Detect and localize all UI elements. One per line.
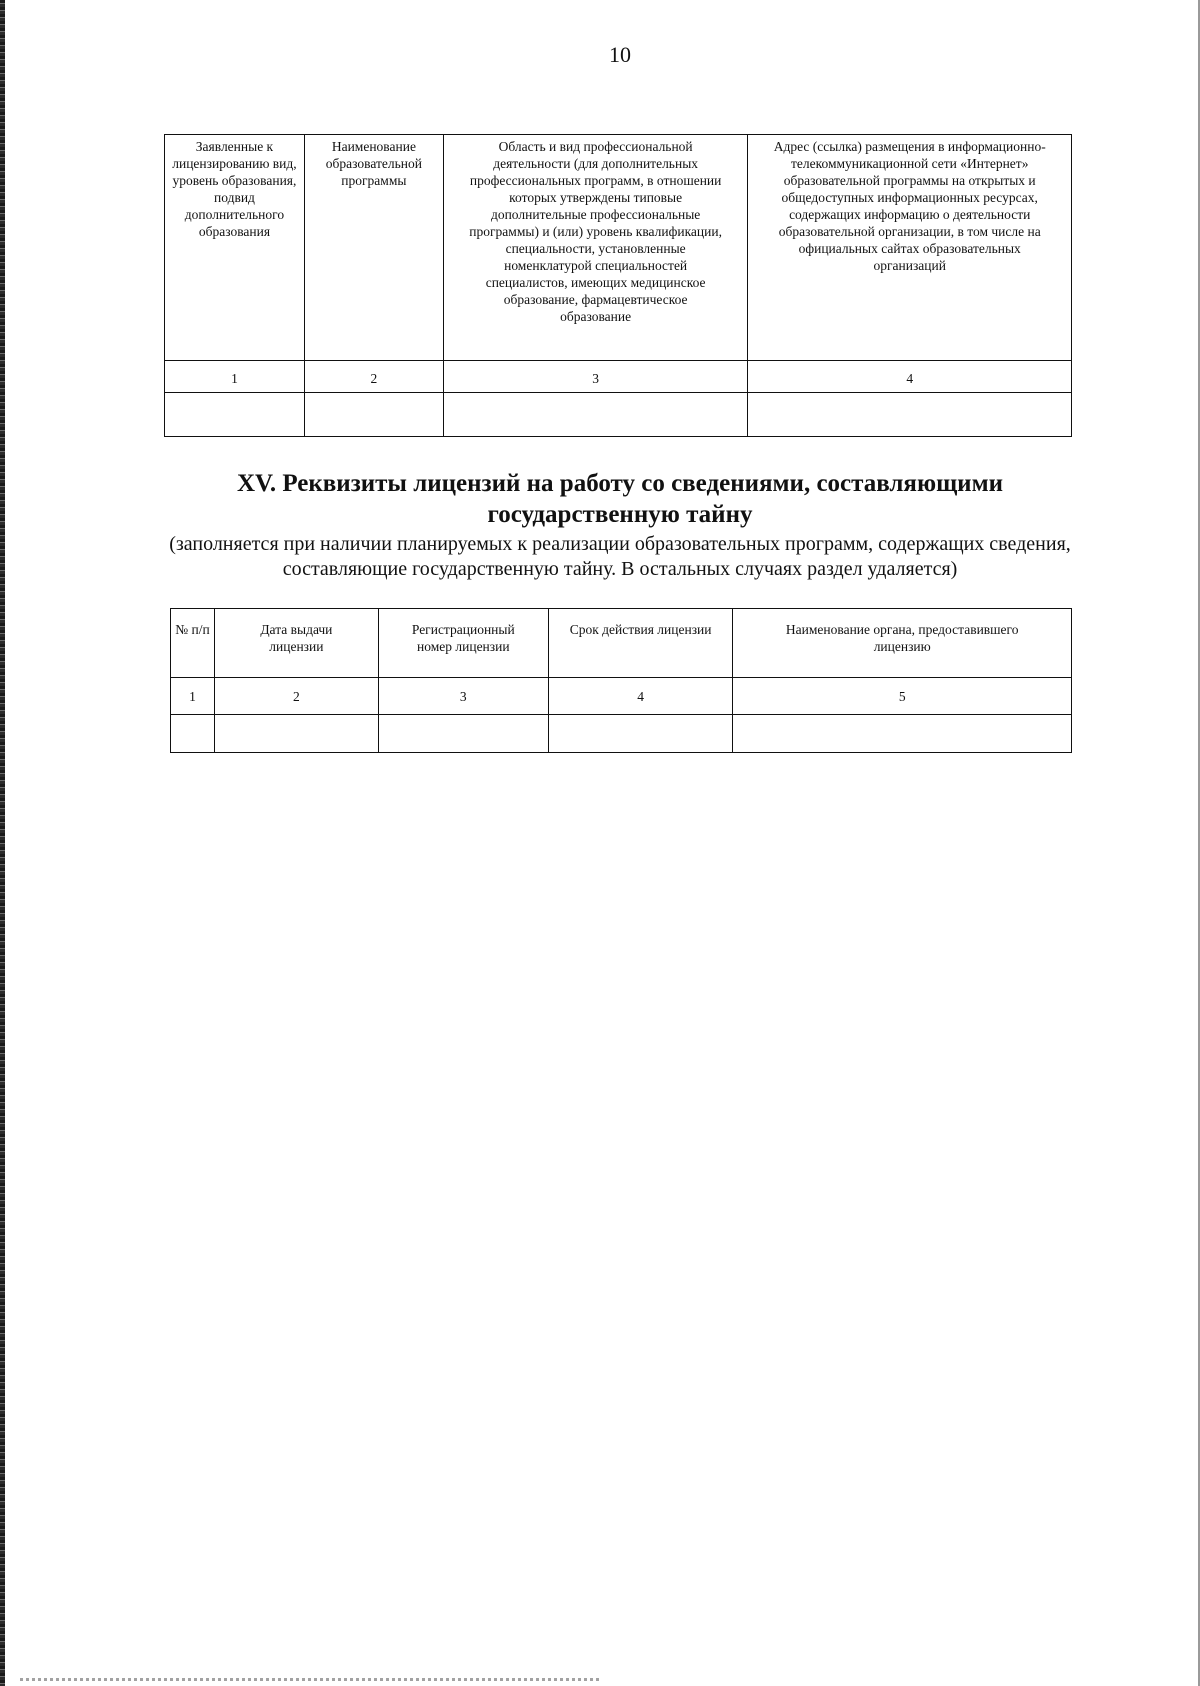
table-empty-row xyxy=(165,393,1072,437)
header-cell xyxy=(733,609,1072,678)
header-cell-text: Дата выдачи лицензии xyxy=(260,622,333,654)
scan-left-edge xyxy=(0,0,5,1686)
header-cell xyxy=(165,135,305,361)
scan-bottom-artifact xyxy=(20,1678,600,1681)
table-empty-row xyxy=(171,715,1072,753)
empty-cell xyxy=(733,715,1072,753)
header-cell-text: № п/п xyxy=(175,622,210,637)
column-number: 5 xyxy=(733,678,1072,715)
empty-cell xyxy=(214,715,378,753)
section-title: XV. Реквизиты лицензий на работу со сведениями, составляющими государственную тайну xyxy=(236,470,1004,528)
header-cell-text: Наименование органа, предоставившего лицензию xyxy=(785,622,1019,654)
header-cell xyxy=(748,135,1072,361)
empty-cell xyxy=(171,715,215,753)
section-note: (заполняется при наличии планируемых к реализации образовательных программ, содержащих сведения, составляющие государственную тайну. В остальных случаях раздел удаляется) xyxy=(169,533,1071,580)
empty-cell xyxy=(548,715,733,753)
column-number: 1 xyxy=(171,678,215,715)
header-cell xyxy=(171,609,215,678)
empty-cell xyxy=(443,393,748,437)
column-number: 3 xyxy=(443,361,748,393)
column-number: 4 xyxy=(748,361,1072,393)
header-cell xyxy=(378,609,548,678)
header-cell-text: Наименование образовательной программы xyxy=(325,139,422,188)
header-cell-text: Регистрационный номер лицензии xyxy=(411,622,515,654)
header-cell-text: Адрес (ссылка) размещения в информационно-телекоммуникационной сети «Интернет» образовательной программы на открытых и общедоступных информационных ресурсах, содержащих информацию о деятельности образовательной организации, в том числе на официальных сайтах образовательных организаций xyxy=(773,139,1046,273)
empty-cell xyxy=(304,393,443,437)
page-number: 10 xyxy=(609,42,631,67)
programs-table xyxy=(164,134,1072,437)
column-number: 3 xyxy=(378,678,548,715)
header-cell xyxy=(214,609,378,678)
table-header-row xyxy=(171,609,1072,678)
header-cell-text: Заявленные к лицензированию вид, уровень образования, подвид дополнительного образования xyxy=(172,139,297,239)
column-number: 2 xyxy=(304,361,443,393)
header-cell xyxy=(304,135,443,361)
column-number: 1 xyxy=(165,361,305,393)
table-number-row xyxy=(165,361,1072,393)
empty-cell xyxy=(378,715,548,753)
header-cell-text: Срок действия лицензии xyxy=(569,622,712,637)
licenses-table xyxy=(170,608,1072,753)
column-number: 4 xyxy=(548,678,733,715)
column-number: 2 xyxy=(214,678,378,715)
header-cell xyxy=(443,135,748,361)
table-number-row xyxy=(171,678,1072,715)
empty-cell xyxy=(165,393,305,437)
empty-cell xyxy=(748,393,1072,437)
header-cell xyxy=(548,609,733,678)
header-cell-text: Область и вид профессиональной деятельности (для дополнительных профессиональных программ, в отношении которых утверждены типовые дополнительные профессиональные программы) и (или) уровень квалификации, специальности, установленные номенклатурой специальностей специалистов, имеющих медицинское образование, фармацевтическое образование xyxy=(469,139,722,324)
table-header-row xyxy=(165,135,1072,361)
